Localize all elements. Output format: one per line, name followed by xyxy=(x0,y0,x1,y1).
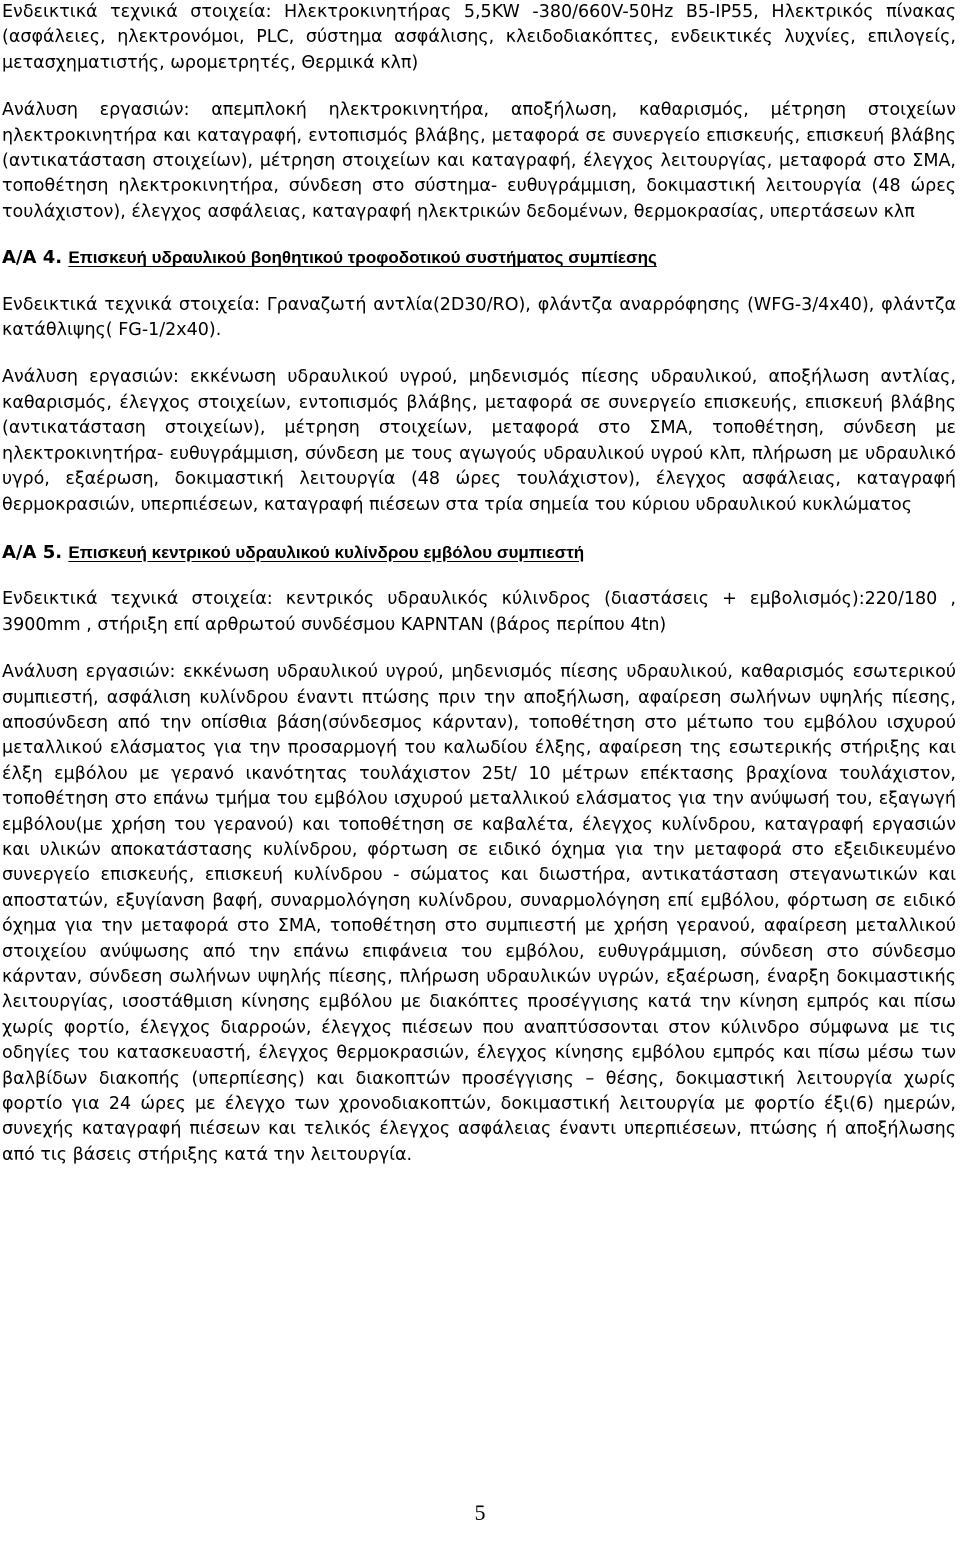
item5-number: Α/Α 5. xyxy=(2,541,63,563)
item4-analysis-paragraph: Ανάλυση εργασιών: εκκένωση υδραυλικού υγρού, μηδενισμός πίεσης υδραυλικού, αποξήλωση αντλίας, καθαρισμός, έλεγχος στοιχείων, εντοπισμός βλάβης, μεταφορά σε συνεργείο επισκευής, επισκευή βλάβης (αντικατάσταση στοιχείων), μέτρηση στοιχείων, μεταφορά στο ΣΜΑ, τοποθέτηση, σύνδεση με ηλεκτροκινητήρα- ευθυγράμμιση, σύνδεση με τους αγωγούς υδραυλικού υγρού κλπ, πλήρωση με υδραυλικό υγρό, εξαέρωση, δοκιμαστική λειτουργία (48 ώρες τουλάχιστον), έλεγχος ασφάλειας, καταγραφή θερμοκρασιών, υπερπιέσεων, καταγραφή πιέσεων στα τρία σημεία του κύριου υδραυλικού κυκλώματος xyxy=(2,367,956,515)
item4-title: Επισκευή υδραυλικού βοηθητικού τροφοδοτικού συστήματος συμπίεσης xyxy=(68,248,657,268)
intro-analysis-paragraph: Ανάλυση εργασιών: απεμπλοκή ηλεκτροκινητήρα, αποξήλωση, καθαρισμός, μέτρηση στοιχείων ηλεκτροκινητήρα και καταγραφή, εντοπισμός βλάβης, μεταφορά σε συνεργείο επισκευής, επισκευή βλάβης (αντικατάσταση στοιχείων), μέτρηση στοιχείων και καταγραφή, έλεγχος λειτουργίας, μεταφορά στο ΣΜΑ, τοποθέτηση ηλεκτροκινητήρα, σύνδεση στο σύστημα- ευθυγράμμιση, δοκιμαστική λειτουργία (48 ώρες τουλάχιστον), έλεγχος ασφάλειας, καταγραφή ηλεκτρικών δεδομένων, θερμοκρασίας, υπερτάσεων κλπ xyxy=(2,100,956,222)
item5-specs-paragraph: Ενδεικτικά τεχνικά στοιχεία: κεντρικός υδραυλικός κύλινδρος (διαστάσεις + εμβολισμός):220/180 , 3900mm , στήριξη επί αρθρωτού συνδέσμου ΚΑΡΝΤΑΝ (βάρος περίπου 4tn) xyxy=(2,589,956,635)
item4-heading xyxy=(2,245,956,270)
item5-heading xyxy=(2,540,956,565)
page-body xyxy=(2,0,956,1168)
item4-number: Α/Α 4. xyxy=(2,247,63,269)
page-number: 5 xyxy=(474,1500,486,1525)
intro-specs-paragraph: Ενδεικτικά τεχνικά στοιχεία: Ηλεκτροκινητήρας 5,5KW -380/660V-50Hz B5-IP55, Ηλεκτρικός πίνακας (ασφάλειες, ηλεκτρονόμοι, PLC, σύστημα ασφάλισης, κλειδοδιακόπτες, ενδεικτικές λυχνίες, επιλογείς, μετασχηματιστής, ωρομετρητές, Θερμικά κλπ) xyxy=(2,2,956,73)
item5-title: Επισκευή κεντρικού υδραυλικού κυλίνδρου εμβόλου συμπιεστή xyxy=(68,542,585,562)
item4-specs-paragraph: Ενδεικτικά τεχνικά στοιχεία: Γραναζωτή αντλία(2D30/RO), φλάντζα αναρρόφησης (WFG-3/4x40), φλάντζα κατάθλιψης( FG-1/2x40). xyxy=(2,294,956,341)
item5-analysis-paragraph: Ανάλυση εργασιών: εκκένωση υδραυλικού υγρού, μηδενισμός πίεσης υδραυλικού, καθαρισμός εσωτερικού συμπιεστή, ασφάλιση κυλίνδρου έναντι πτώσης πριν την αποξήλωση, αφαίρεση σωλήνων υψηλής πίεσης, αποσύνδεση από την οπίσθια βάση(σύνδεσμος κάρνταν), τοποθέτηση στο μέτωπο του εμβόλου ισχυρού μεταλλικού ελάσματος για την προσαρμογή του καλωδίου έλξης, αφαίρεση της εσωτερικής στήριξης και έλξη εμβόλου με γερανό ικανότητας τουλάχιστον 25t/ 10 μέτρων επέκτασης βραχίονα τουλάχιστον, τοποθέτηση στο επάνω τμήμα του εμβόλου ισχυρού μεταλλικού ελάσματος για την ανύψωσή του, εξαγωγή εμβόλου(με χρήση του γερανού) και τοποθέτηση σε καβαλέτα, έλεγχος κυλίνδρου, καταγραφή εργασιών και υλικών αποκατάστασης κυλίνδρου, φόρτωση σε ειδικό όχημα για την μεταφορά στο εξειδικευμένο συνεργείο επισκευής, επισκευή κυλίνδρου - σώματος και διωστήρα, αντικατάσταση στεγανωτικών και αποστατών, εξυγίανση βαφή, συναρμολόγηση κυλίνδρου, συναρμολόγηση επί εμβόλου, φόρτωση σε ειδικό όχημα για την μεταφορά στο ΣΜΑ, τοποθέτηση στο συμπιεστή με χρήση γερανού, αφαίρεση μεταλλικού στοιχείου ανύψωσης από την επάνω επιφάνεια του εμβόλου, ευθυγράμμιση, σύνδεση στο σύνδεσμο κάρνταν, σύνδεση σωλήνων υψηλής πίεσης, πλήρωση υδραυλικών υγρών, εξαέρωση, έναρξη δοκιμαστικής λειτουργίας, ισοστάθμιση κίνησης εμβόλου με διακόπτες προσέγγισης κατά την κίνηση εμπρός και πίσω χωρίς φορτίο, έλεγχος διαρροών, έλεγχος πιέσεων που αναπτύσσονται στον κύλινδρο σύμφωνα με τις οδηγίες του κατασκευαστή, έλεγχος θερμοκρασιών, έλεγχος κίνησης εμβόλου εμπρός και πίσω μέσω των βαλβίδων διακοπής (υπερπίεσης) και διακοπτών προσέγγισης – θέσης, δοκιμαστική λειτουργία χωρίς φορτίο για 24 ώρες με έλεγχο των χρονοδιακοπτών, δοκιμαστική λειτουργία με φορτίο έξι(6) ημερών, συνεχής καταγραφή πιέσεων και τελικός έλεγχος ασφάλειας έναντι υπερπιέσεων, πτώσης ή αποξήλωσης από τις βάσεις στήριξης κατά την λειτουργία. xyxy=(2,662,956,1165)
